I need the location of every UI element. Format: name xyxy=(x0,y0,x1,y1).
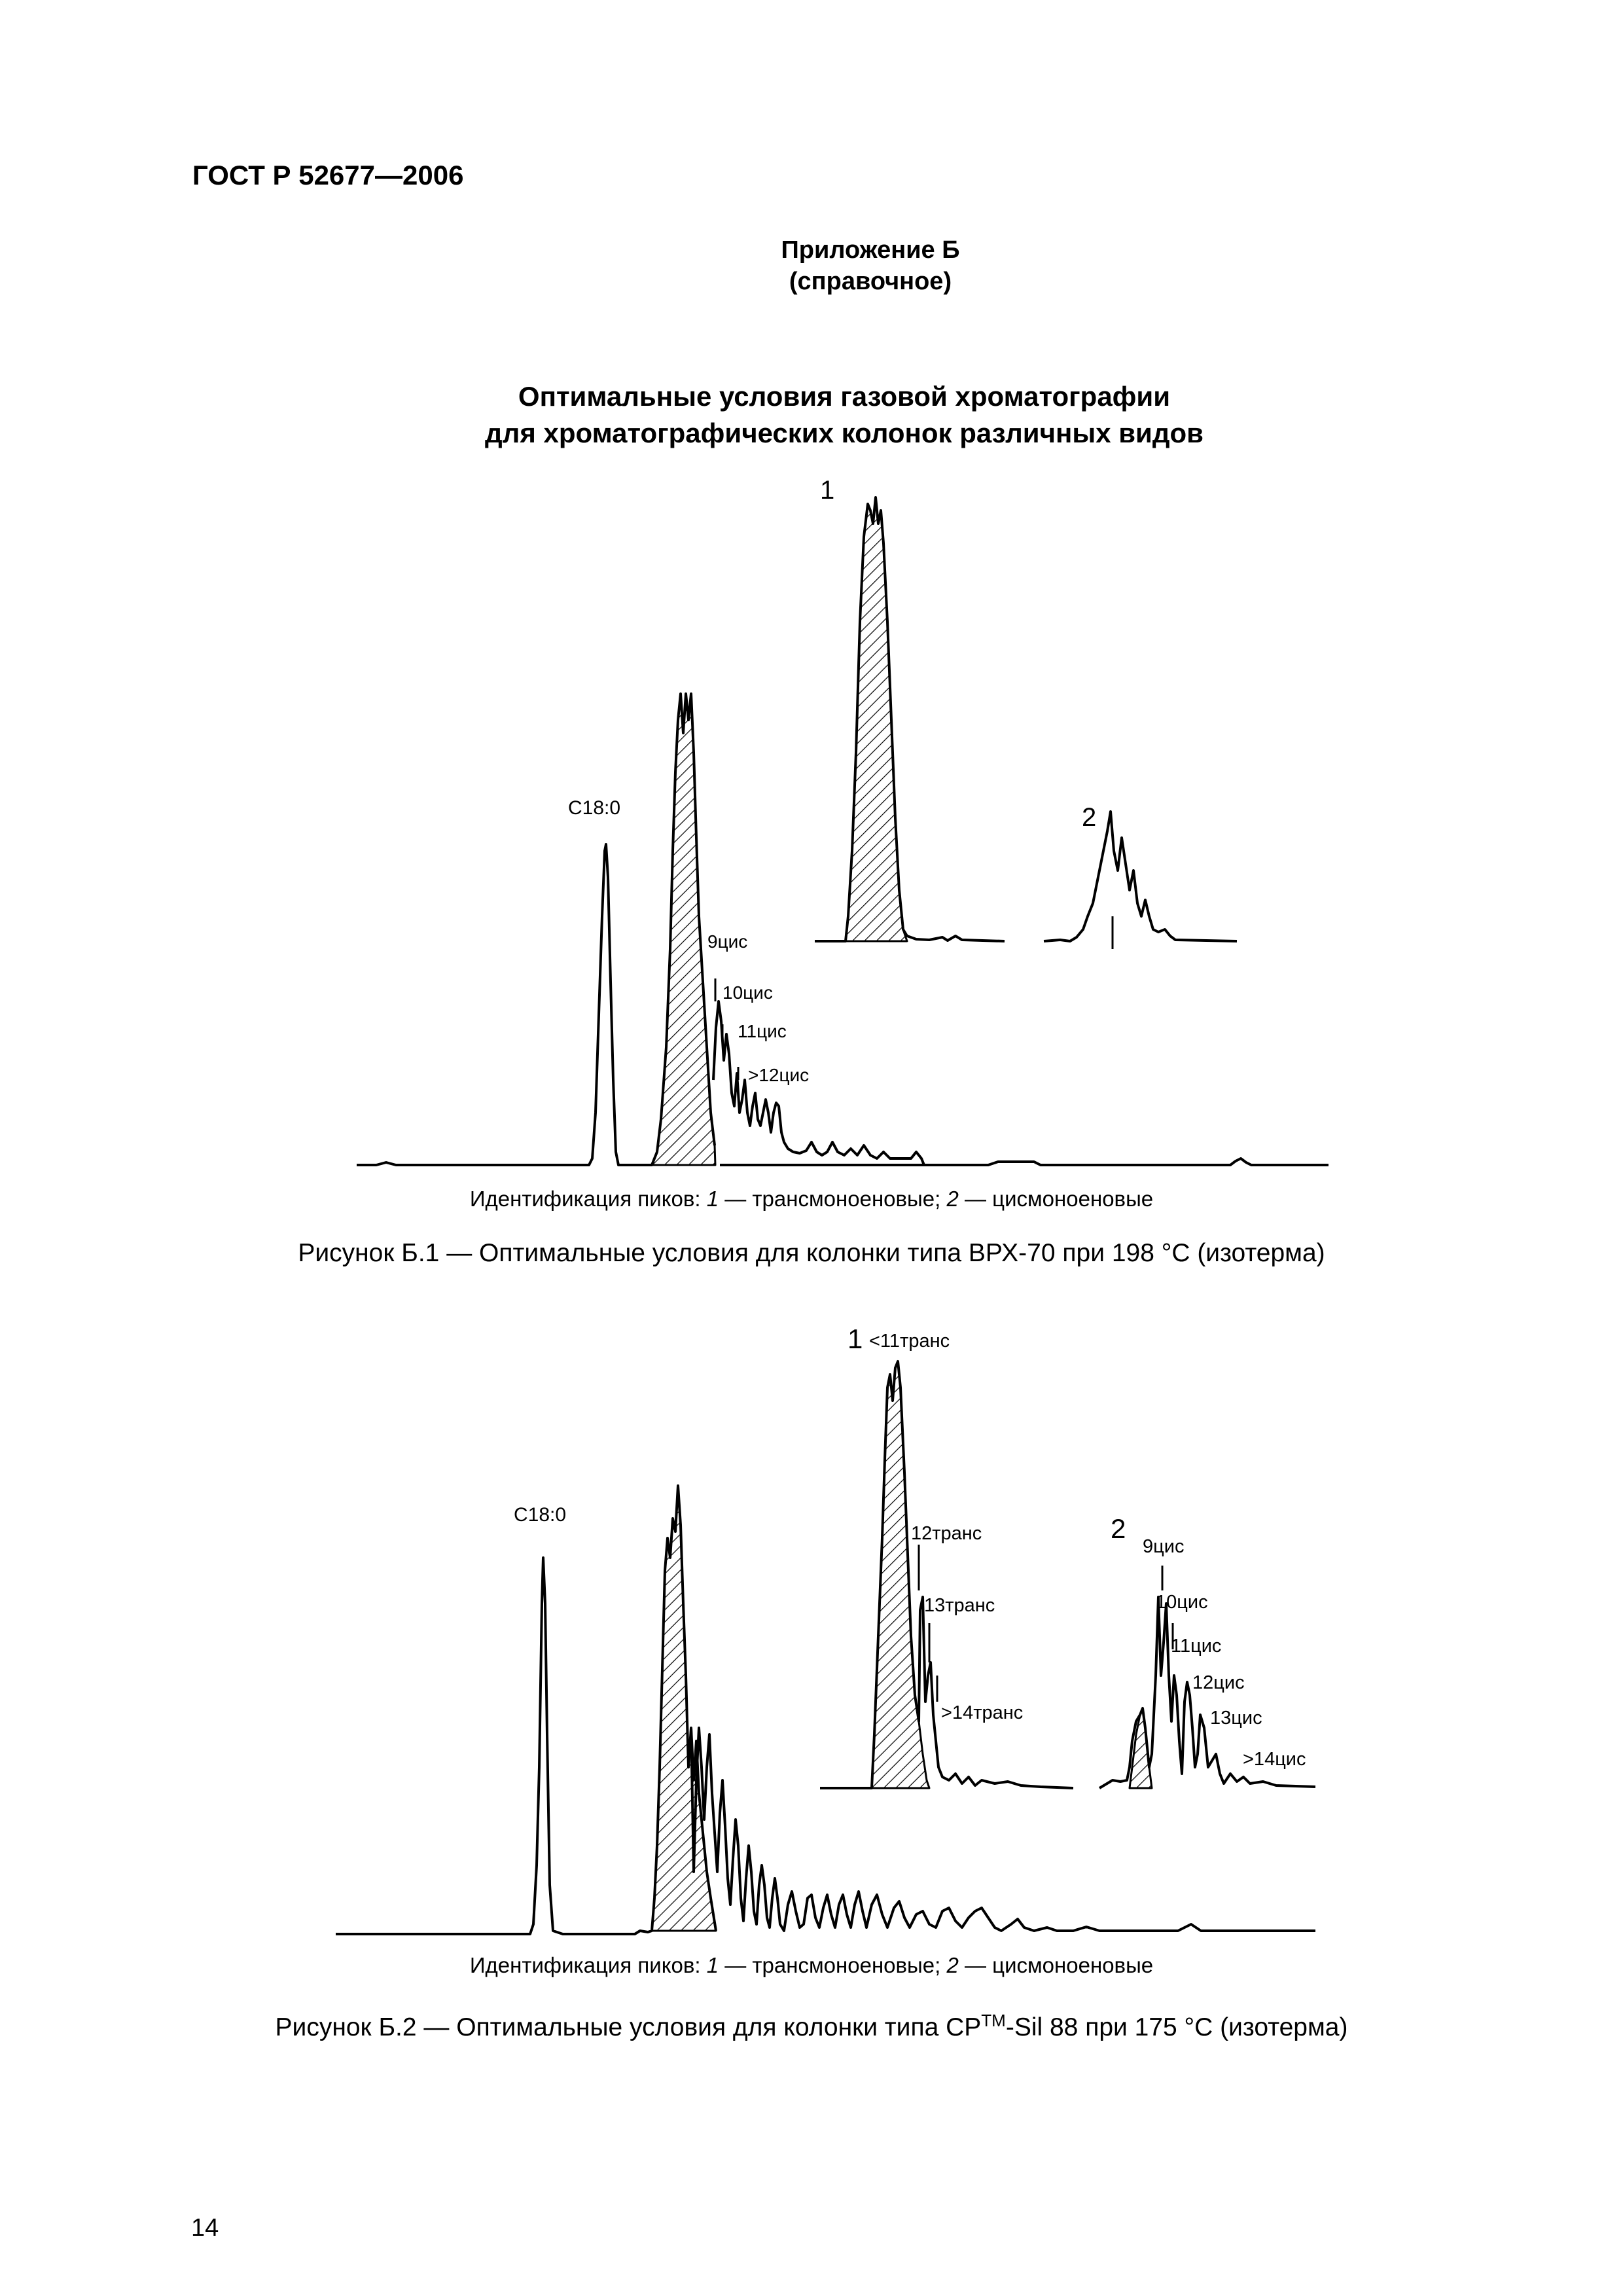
fig2-label-t12: 12транс xyxy=(911,1523,982,1544)
appendix-subtitle: (справочное) xyxy=(789,268,952,295)
fig1-inset1 xyxy=(815,497,1005,941)
ident-t2: — цисмоноеновые xyxy=(958,1953,1154,1977)
fig1-hatch-main xyxy=(652,694,715,1165)
ident-prefix: Идентификация пиков: xyxy=(469,1953,707,1977)
caption-superscript: TM xyxy=(981,2011,1006,2030)
figure1-caption: Рисунок Б.1 — Оптимальные условия для колонки типа ВРХ-70 при 198 °С (изотерма) xyxy=(298,1239,1325,1267)
fig2-label-c13: 13цис xyxy=(1210,1708,1262,1729)
fig2-label-c12: 12цис xyxy=(1192,1672,1245,1693)
ident-n1: 1 xyxy=(706,1187,719,1211)
figure2-caption xyxy=(196,2011,1427,2042)
caption-pre: Рисунок Б.2 — Оптимальные условия для колонки типа CP xyxy=(275,2013,982,2041)
fig1-label-group1: 1 xyxy=(820,476,835,505)
fig2-label-c10: 10цис xyxy=(1156,1592,1208,1613)
fig1-label-12cis: >12цис xyxy=(748,1065,810,1085)
appendix-title: Приложение Б xyxy=(781,236,960,264)
fig1-inset2 xyxy=(1044,812,1237,941)
ident-prefix: Идентификация пиков: xyxy=(469,1187,707,1211)
figure2-chromatogram xyxy=(336,1361,1315,1934)
fig1-baseline-right xyxy=(720,1158,1329,1165)
caption-post: -Sil 88 при 175 °С (изотерма) xyxy=(1005,2013,1348,2041)
fig1-label-c18: С18:0 xyxy=(568,797,621,819)
fig2-trace-tail xyxy=(691,1728,1315,1931)
fig2-label-c11: 11цис xyxy=(1171,1636,1222,1657)
section-title-line1: Оптимальные условия газовой хроматографии xyxy=(518,381,1171,412)
ident-t1: — трансмоноеновые; xyxy=(719,1953,947,1977)
fig1-label-group2: 2 xyxy=(1082,803,1097,832)
ident-t2: — цисмоноеновые xyxy=(958,1187,1154,1211)
page-number: 14 xyxy=(191,2214,219,2242)
fig2-label-c9: 9цис xyxy=(1143,1536,1185,1557)
figure2-peak-identification xyxy=(353,1953,1270,1978)
fig2-label-group1: 1 xyxy=(847,1323,863,1354)
fig1-label-11cis: 11цис xyxy=(738,1021,787,1041)
ident-n2: 2 xyxy=(946,1187,959,1211)
fig2-label-t14: >14транс xyxy=(941,1702,1024,1723)
section-title-line2: для хроматографических колонок различных видов xyxy=(484,418,1204,448)
fig2-inset1 xyxy=(820,1361,1073,1788)
fig1-label-10cis: 10цис xyxy=(722,982,773,1003)
figure1-chromatogram xyxy=(357,497,1329,1165)
fig2-label-t13: 13транс xyxy=(924,1595,995,1616)
standard-header: ГОСТ Р 52677—2006 xyxy=(192,160,464,190)
ident-n2: 2 xyxy=(946,1953,959,1977)
fig2-label-c18: С18:0 xyxy=(514,1504,567,1526)
fig2-label-group2: 2 xyxy=(1111,1513,1126,1544)
ident-t1: — трансмоноеновые; xyxy=(719,1187,947,1211)
fig1-label-9cis: 9цис xyxy=(707,931,748,952)
fig2-label-t11: <11транс xyxy=(869,1331,950,1352)
fig2-label-c14: >14цис xyxy=(1243,1749,1306,1770)
figure1-peak-identification xyxy=(353,1187,1270,1211)
ident-n1: 1 xyxy=(706,1953,719,1977)
fig1-trace xyxy=(357,694,715,1165)
